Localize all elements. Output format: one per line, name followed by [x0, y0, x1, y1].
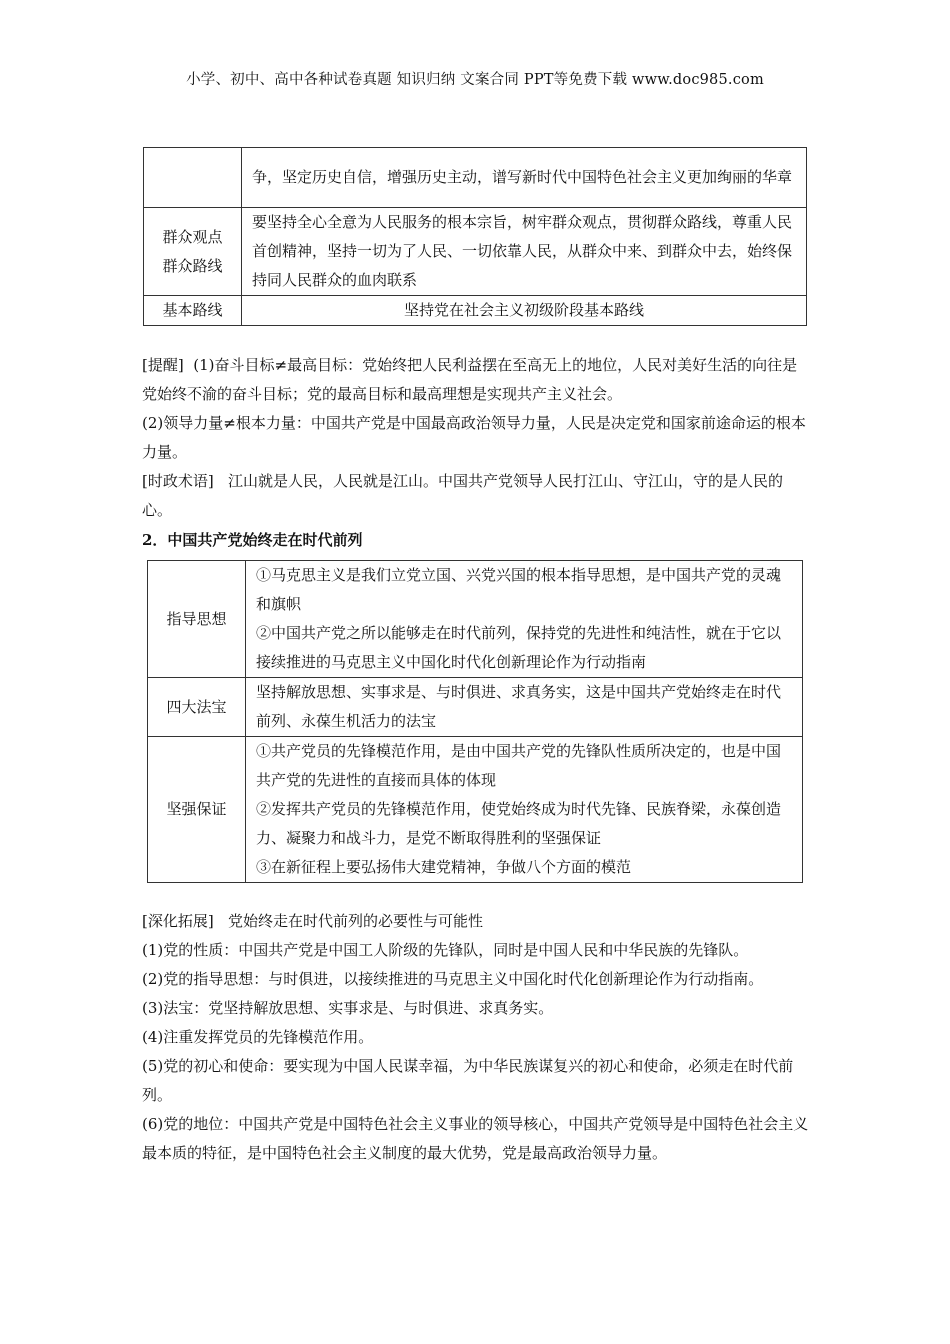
- list-item: (5)党的初心和使命：要实现为中国人民谋幸福，为中华民族谋复兴的初心和使命，必须走在时代前列。: [142, 1057, 794, 1104]
- deepen-block: [142, 907, 812, 1168]
- content-line: 坚持解放思想、实事求是、与时俱进、求真务实，这是中国共产党始终走在时代前列、永葆生机活力的法宝: [256, 683, 782, 730]
- label-line: 群众路线: [162, 256, 223, 275]
- row-content: [246, 561, 803, 678]
- reminder-block: [142, 351, 812, 555]
- table-row: [144, 208, 807, 296]
- table-party-principles: [143, 147, 807, 326]
- row-label-mass-line: [144, 208, 242, 296]
- row-label: 四大法宝: [148, 678, 246, 737]
- table-row: [144, 296, 807, 326]
- deepen-tag: [深化拓展]: [142, 912, 214, 930]
- reminder-text-1: (1)奋斗目标≠最高目标：党始终把人民利益摆在至高无上的地位，人民对美好生活的向往是党始终不渝的奋斗目标；党的最高目标和最高理想是实现共产主义社会。: [142, 356, 798, 403]
- content-line: ②中国共产党之所以能够走在时代前列，保持党的先进性和纯洁性，就在于它以接续推进的马克思主义中国化时代化创新理论作为行动指南: [256, 624, 782, 671]
- list-item: (1)党的性质：中国共产党是中国工人阶级的先锋队，同时是中国人民和中华民族的先锋队。: [142, 941, 749, 959]
- content-line: ①共产党员的先锋模范作用，是由中国共产党的先锋队性质所决定的，也是中国共产党的先进性的直接而具体的体现: [256, 742, 782, 789]
- term-paragraph: [142, 467, 812, 525]
- term-text: 江山就是人民，人民就是江山。中国共产党领导人民打江山、守江山，守的是人民的心。: [142, 472, 784, 519]
- content-line: ③在新征程上要弘扬伟大建党精神，争做八个方面的模范: [256, 858, 632, 876]
- page-header: 小学、初中、高中各种试卷真题 知识归纳 文案合同 PPT等免费下载 www.doc985.com: [186, 72, 764, 88]
- reminder-tag: [提醒]: [142, 356, 184, 374]
- row-content: 争，坚定历史自信，增强历史主动，谱写新时代中国特色社会主义更加绚丽的华章: [242, 148, 807, 208]
- table-row: [148, 561, 803, 678]
- table-row: [148, 737, 803, 883]
- term-tag: [时政术语]: [142, 472, 214, 490]
- list-item: (3)法宝：党坚持解放思想、实事求是、与时俱进、求真务实。: [142, 999, 554, 1017]
- row-label-basic-line: 基本路线: [144, 296, 242, 326]
- deepen-title: 党始终走在时代前列的必要性与可能性: [228, 912, 484, 930]
- table-row: [144, 148, 807, 208]
- row-content: 坚持党在社会主义初级阶段基本路线: [242, 296, 807, 326]
- reminder-paragraph-2: (2)领导力量≠根本力量：中国共产党是中国最高政治领导力量，人民是决定党和国家前途命运的根本力量。: [142, 414, 806, 461]
- list-item: (6)党的地位：中国共产党是中国特色社会主义事业的领导核心，中国共产党领导是中国特色社会主义最本质的特征，是中国特色社会主义制度的最大优势，党是最高政治领导力量。: [142, 1115, 809, 1162]
- row-label: 指导思想: [148, 561, 246, 678]
- table-row: [148, 678, 803, 737]
- row-content: [246, 737, 803, 883]
- list-item: (4)注重发挥党员的先锋模范作用。: [142, 1028, 374, 1046]
- list-item: (2)党的指导思想：与时俱进，以接续推进的马克思主义中国化时代化创新理论作为行动指南。: [142, 970, 764, 988]
- row-label-empty: [144, 148, 242, 208]
- reminder-paragraph-1: [142, 351, 812, 409]
- label-line: 群众观点: [162, 227, 223, 246]
- row-content: [246, 678, 803, 737]
- table-guiding-thought: [147, 560, 803, 883]
- deepen-heading: [142, 907, 812, 936]
- row-label: 坚强保证: [148, 737, 246, 883]
- row-content: 要坚持全心全意为人民服务的根本宗旨，树牢群众观点，贯彻群众路线，尊重人民首创精神，坚持一切为了人民、一切依靠人民，从群众中来、到群众中去，始终保持同人民群众的血肉联系: [242, 208, 807, 296]
- section-title: 2．中国共产党始终走在时代前列: [142, 531, 363, 549]
- content-line: ②发挥共产党员的先锋模范作用，使党始终成为时代先锋、民族脊梁，永葆创造力、凝聚力和战斗力，是党不断取得胜利的坚强保证: [256, 800, 782, 847]
- content-line: ①马克思主义是我们立党立国、兴党兴国的根本指导思想，是中国共产党的灵魂和旗帜: [256, 566, 782, 613]
